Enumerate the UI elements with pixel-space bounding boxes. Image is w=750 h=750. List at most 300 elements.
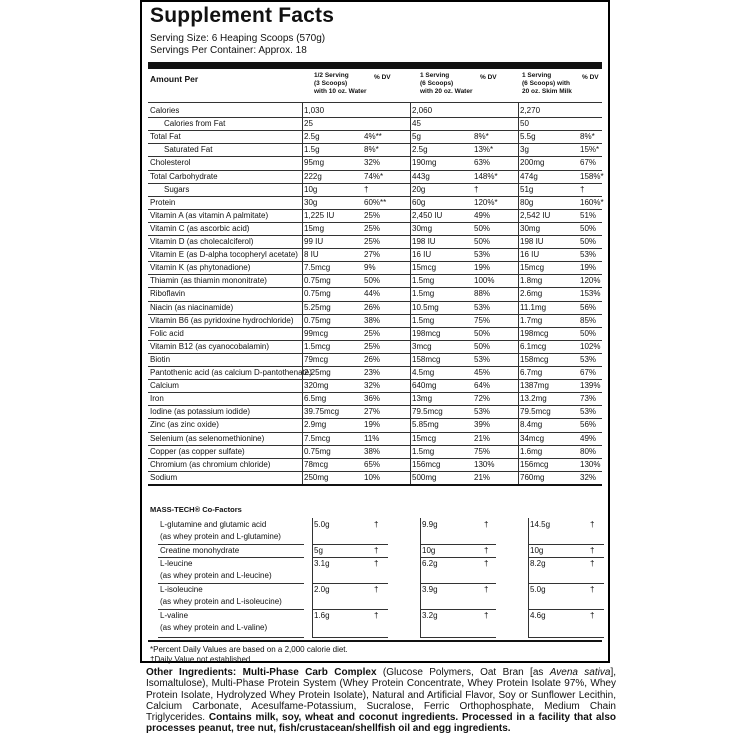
amount-value: 443g	[412, 171, 430, 181]
dv-value: 50%	[474, 341, 491, 351]
section-rule	[148, 484, 602, 486]
cofactor-rule	[158, 557, 304, 558]
cofactor-name: L-glutamine and glutamic acid	[160, 520, 267, 529]
amount-value: 158mcg	[412, 354, 441, 364]
amount-value: 78mcg	[304, 459, 329, 469]
dv-value: 50%	[580, 328, 597, 338]
nutrient-name: Total Carbohydrate	[150, 171, 218, 181]
cofactor-rule	[528, 583, 604, 584]
dv-value: 26%	[364, 302, 381, 312]
amount-value: 198mcg	[520, 328, 549, 338]
amount-value: 8.2g	[530, 559, 546, 568]
amount-value: 1,225 IU	[304, 210, 335, 220]
row-rule	[148, 130, 602, 131]
nutrient-name: Saturated Fat	[164, 145, 213, 155]
amount-value: 2.0g	[314, 585, 330, 594]
column-header	[420, 72, 473, 96]
amount-value: 79.5mcg	[520, 407, 551, 417]
dv-value: 75%	[474, 446, 491, 456]
row-rule	[148, 183, 602, 184]
supplement-facts-panel	[140, 0, 610, 663]
dv-value: 80%	[580, 446, 597, 456]
nutrient-name: Sugars	[164, 184, 190, 194]
dv-value: †	[374, 611, 379, 620]
nutrient-name: Calcium	[150, 381, 179, 391]
amount-value: 1.5mg	[412, 289, 435, 299]
cofactor-column-rule	[420, 518, 421, 637]
amount-value: 16 IU	[412, 250, 432, 260]
amount-value: 39.75mcg	[304, 407, 340, 417]
amount-value: 3g	[520, 145, 529, 155]
amount-value: 6.5mg	[304, 394, 327, 404]
nutrient-name: Folic acid	[150, 328, 184, 338]
dv-value: 9%	[364, 263, 376, 273]
nutrient-name: Selenium (as selenomethionine)	[150, 433, 265, 443]
dv-value: †	[484, 585, 489, 594]
column-header-line: (6 Scoops) with	[522, 80, 571, 87]
row-rule	[148, 235, 602, 236]
amount-value: 640mg	[412, 381, 437, 391]
row-rule	[148, 392, 602, 393]
amount-value: 0.75mg	[304, 289, 331, 299]
dv-value: 50%	[580, 223, 597, 233]
dv-value: 56%	[580, 302, 597, 312]
cofactor-rule	[312, 544, 388, 545]
dv-value: 15%*	[580, 145, 600, 155]
row-rule	[148, 301, 602, 302]
cofactor-rule	[158, 637, 304, 638]
amount-value: 30g	[304, 197, 318, 207]
servings-per-container: Servings Per Container: Approx. 18	[150, 45, 307, 56]
column-header-line: 1/2 Serving	[314, 72, 349, 79]
nutrient-name: Vitamin B12 (as cyanocobalamin)	[150, 341, 270, 351]
amount-value: 474g	[520, 171, 538, 181]
cofactor-name: L-isoleucine	[160, 585, 203, 594]
row-rule	[148, 261, 602, 262]
other-ingredients	[146, 667, 616, 735]
dv-value: 45%	[474, 368, 491, 377]
amount-value: 0.75mg	[304, 315, 331, 325]
dv-value: 25%	[364, 210, 381, 220]
amount-value: 15mcg	[412, 433, 437, 443]
amount-value: 1.7mg	[520, 315, 543, 325]
amount-value: 99 IU	[304, 237, 324, 246]
dv-value: 26%	[364, 354, 381, 364]
dv-value: †	[364, 184, 369, 194]
row-rule	[148, 287, 602, 288]
amount-value: 0.75mg	[304, 446, 331, 456]
dv-value: 85%	[580, 315, 597, 325]
cofactor-rule	[528, 637, 604, 638]
nutrient-name: Cholesterol	[150, 158, 191, 168]
amount-value: 250mg	[304, 472, 329, 482]
dv-value: 10%	[364, 472, 381, 482]
nutrient-name: Total Fat	[150, 132, 181, 142]
dv-value: †	[484, 559, 489, 568]
dv-value: 8%*	[474, 132, 489, 142]
dv-value: 50%	[474, 237, 491, 246]
amount-value: 10g	[304, 184, 318, 194]
dv-value: 67%	[580, 158, 597, 168]
row-rule	[148, 117, 602, 118]
amount-value: 5.85mg	[412, 420, 439, 430]
column-header-line: with 20 oz. Water	[420, 88, 473, 95]
cofactors-title: MASS-TECH® Co-Factors	[150, 505, 242, 514]
dv-value: 72%	[474, 394, 491, 404]
amount-value: 8 IU	[304, 250, 319, 260]
amount-value: 30mg	[412, 223, 433, 233]
dv-value: 21%	[474, 472, 491, 482]
cofactor-source: (as whey protein and L-isoleucine)	[160, 597, 282, 606]
dv-value: 23%	[364, 368, 381, 377]
amount-value: 1,030	[304, 106, 325, 115]
nutrient-name: Vitamin K (as phytonadione)	[150, 263, 251, 273]
amount-value: 79mcg	[304, 354, 329, 364]
thick-divider	[148, 62, 602, 69]
dv-value: 50%	[580, 237, 597, 246]
amount-value: 1.6g	[314, 611, 330, 620]
cofactor-rule	[312, 557, 388, 558]
dv-value: 38%	[364, 315, 381, 325]
amount-value: 1.5mg	[412, 276, 435, 286]
amount-value: 2,060	[412, 106, 433, 115]
row-rule	[148, 156, 602, 157]
column-rule	[518, 102, 519, 484]
amount-value: 9.9g	[422, 520, 438, 529]
amount-value: 3.2g	[422, 611, 438, 620]
column-header-line: 20 oz. Skim Milk	[522, 88, 572, 95]
row-rule	[148, 274, 602, 275]
amount-value: 760mg	[520, 472, 545, 482]
column-header-line: (3 Scoops)	[314, 80, 348, 87]
amount-value: 3.1g	[314, 559, 330, 568]
dv-value: 21%	[474, 433, 491, 443]
cofactor-name: L-valine	[160, 611, 189, 620]
amount-value: 99mcg	[304, 328, 329, 338]
row-rule	[148, 405, 602, 406]
cofactor-rule	[420, 557, 496, 558]
other-ingredients-label: Other Ingredients:	[146, 667, 237, 678]
amount-value: 156mcg	[412, 459, 441, 469]
row-rule	[148, 196, 602, 197]
cofactor-rule	[158, 609, 304, 610]
dv-value: 32%	[580, 472, 597, 482]
amount-value: 320mg	[304, 381, 329, 391]
amount-value: 2.5g	[412, 145, 428, 155]
amount-value: 1.5g	[304, 145, 320, 155]
column-rule	[302, 102, 303, 484]
amount-value: 4.6g	[530, 611, 546, 620]
amount-value: 190mg	[412, 158, 437, 168]
nutrient-name: Vitamin A (as vitamin A palmitate)	[150, 210, 269, 220]
panel-title: Supplement Facts	[150, 4, 335, 27]
amount-value: 2,450 IU	[412, 210, 443, 220]
nutrient-name: Iodine (as potassium iodide)	[150, 407, 251, 417]
amount-value: 198 IU	[520, 237, 544, 246]
column-header-line: (6 Scoops)	[420, 80, 454, 87]
dv-value: 4%**	[364, 132, 382, 142]
nutrient-name: Vitamin E (as D-alpha tocopheryl acetate)	[150, 250, 298, 260]
dv-value: 56%	[580, 420, 597, 430]
cofactor-rule	[528, 557, 604, 558]
dv-value: 49%	[580, 433, 597, 443]
dv-value: 120%	[580, 276, 601, 286]
serving-size: Serving Size: 6 Heaping Scoops (570g)	[150, 33, 326, 44]
dv-value: 50%	[474, 328, 491, 338]
amount-value: 5.0g	[530, 585, 546, 594]
dv-value: †	[590, 559, 595, 568]
cofactor-name: L-leucine	[160, 559, 193, 568]
dv-value: 8%*	[580, 132, 595, 142]
amount-value: 10g	[530, 546, 544, 555]
dv-value: 130%	[474, 459, 495, 469]
cofactor-source: (as whey protein and L-glutamine)	[160, 532, 281, 541]
cofactor-name: Creatine monohydrate	[160, 546, 240, 555]
column-header	[314, 72, 367, 96]
amount-value: 1.8mg	[520, 276, 543, 286]
dv-value: 51%	[580, 210, 597, 220]
nutrient-name: Niacin (as niacinamide)	[150, 302, 234, 312]
ingredients-text-1: (Glucose Polymers, Oat Bran [as	[376, 667, 550, 678]
amount-value: 158mcg	[520, 354, 549, 364]
row-rule	[148, 379, 602, 380]
amount-value: 2.6mg	[520, 289, 543, 299]
dv-value: 25%	[364, 328, 381, 338]
row-rule	[148, 366, 602, 367]
dv-value: 25%	[364, 341, 381, 351]
amount-value: 15mg	[304, 223, 325, 233]
nutrient-name: Zinc (as zinc oxide)	[150, 420, 219, 430]
dv-value: 32%	[364, 158, 381, 168]
dv-value: 50%	[474, 223, 491, 233]
dv-value: 8%*	[364, 145, 379, 155]
amount-per-header: Amount Per	[150, 74, 199, 84]
column-header-line: 1 Serving	[522, 72, 552, 79]
row-rule	[148, 418, 602, 419]
amount-value: 60g	[412, 197, 426, 207]
cofactor-rule	[420, 637, 496, 638]
amount-value: 13mg	[412, 394, 433, 404]
dv-value: 19%	[474, 263, 491, 273]
cofactor-column-rule	[528, 518, 529, 637]
amount-value: 50	[520, 119, 529, 129]
cofactor-rule	[158, 583, 304, 584]
dv-value: 63%	[474, 158, 491, 168]
dv-value: 36%	[364, 394, 381, 404]
dv-value: 49%	[474, 210, 491, 220]
dv-value: 27%	[364, 250, 381, 260]
dv-value: 53%	[474, 354, 491, 364]
row-rule	[148, 458, 602, 459]
amount-value: 2,542 IU	[520, 210, 551, 220]
amount-value: 79.5mcg	[412, 407, 443, 417]
amount-value: 1.5mg	[412, 446, 435, 456]
dv-value: 139%	[580, 381, 601, 391]
amount-value: 2.9mg	[304, 420, 327, 430]
dv-header: % DV	[374, 74, 391, 81]
cofactor-rule	[420, 544, 496, 545]
amount-value: 16 IU	[520, 250, 540, 260]
dv-value: 74%*	[364, 171, 384, 181]
amount-value: 198mcg	[412, 328, 441, 338]
ingredients-text-2: ], Isomaltulose), Multi-Phase Protein System (Whey Protein Concentrate, Whey Protein Isolate 97%, Whey Protein Isolate, Hydrolyzed Whey Protein Isolate), Natural and Artificial Flavor, Soy or Sunflower Lecithin, Calcium Carbonate, Acesulfame-Potassium, Sucralose, Ferric Orthophosphate, Medium Chain Triglycerides.	[146, 667, 616, 724]
nutrient-name: Calories	[150, 106, 180, 115]
amount-value: 1.5mcg	[304, 341, 331, 351]
amount-value: 198 IU	[412, 237, 436, 246]
amount-value: 2.5g	[304, 132, 320, 142]
dv-value: 13%*	[474, 145, 494, 155]
dv-value: 38%	[364, 446, 381, 456]
amount-value: 5.0g	[314, 520, 330, 529]
dv-value: 88%	[474, 289, 491, 299]
amount-value: 8.4mg	[520, 420, 543, 430]
amount-value: 6.2g	[422, 559, 438, 568]
dv-value: †	[590, 546, 595, 555]
nutrient-name: Vitamin D (as cholecalciferol)	[150, 237, 254, 246]
amount-value: 11.1mg	[520, 302, 547, 312]
footnote-dv: *Percent Daily Values are based on a 2,000 calorie diet.	[150, 645, 348, 654]
dv-value: 73%	[580, 394, 597, 404]
amount-value: 13.2mg	[520, 394, 547, 404]
dv-value: †	[374, 585, 379, 594]
amount-value: 156mcg	[520, 459, 549, 469]
amount-value: 14.5g	[530, 520, 551, 529]
nutrient-name: Calories from Fat	[164, 119, 226, 129]
dv-value: †	[590, 520, 595, 529]
dv-value: 44%	[364, 289, 381, 299]
column-header	[522, 72, 572, 96]
column-header-line: with 10 oz. Water	[314, 88, 367, 95]
dv-value: 53%	[580, 250, 597, 260]
dv-value: †	[484, 611, 489, 620]
dv-value: 102%	[580, 341, 601, 351]
row-rule	[148, 445, 602, 446]
dv-value: 39%	[474, 420, 491, 430]
dv-value: 60%**	[364, 197, 387, 207]
amount-value: 5g	[412, 132, 421, 142]
carb-complex-label: Multi-Phase Carb Complex	[242, 667, 377, 678]
amount-value: 5.5g	[520, 132, 536, 142]
header-rule	[148, 102, 602, 103]
cofactor-rule	[420, 609, 496, 610]
amount-value: 2.25mg	[304, 368, 331, 377]
amount-value: 222g	[304, 171, 322, 181]
row-rule	[148, 353, 602, 354]
dv-value: 25%	[364, 223, 381, 233]
amount-value: 5.25mg	[304, 302, 331, 312]
nutrient-name: Biotin	[150, 354, 171, 364]
dv-value: 25%	[364, 237, 381, 246]
amount-value: 25	[304, 119, 313, 129]
column-header-line: 1 Serving	[420, 72, 450, 79]
amount-value: 1387mg	[520, 381, 549, 391]
amount-value: 7.5mcg	[304, 263, 331, 273]
dv-value: †	[484, 520, 489, 529]
dv-value: 75%	[474, 315, 491, 325]
dv-value: †	[484, 546, 489, 555]
nutrient-name: Thiamin (as thiamin mononitrate)	[150, 276, 267, 286]
amount-value: 6.7mg	[520, 368, 543, 377]
dv-value: 158%*	[580, 171, 604, 181]
nutrient-name: Sodium	[150, 472, 178, 482]
dv-value: 148%*	[474, 171, 498, 181]
dv-value: 53%	[580, 407, 597, 417]
footnote-rule	[148, 640, 602, 642]
nutrient-name: Vitamin C (as ascorbic acid)	[150, 223, 250, 233]
allergen-statement: Contains milk, soy, wheat and coconut ingredients. Processed in a facility that also processes peanut, tree nut, fish/crustacean/shellfish oil and egg ingredients.	[146, 712, 616, 735]
column-rule	[410, 102, 411, 484]
amount-value: 2,270	[520, 106, 541, 115]
row-rule	[148, 471, 602, 472]
dv-value: 100%	[474, 276, 495, 286]
dv-value: 11%	[364, 433, 380, 443]
row-rule	[148, 209, 602, 210]
row-rule	[148, 327, 602, 328]
dv-value: 27%	[364, 407, 381, 417]
row-rule	[148, 340, 602, 341]
cofactor-rule	[528, 609, 604, 610]
nutrient-name: Copper (as copper sulfate)	[150, 446, 245, 456]
dv-value: †	[580, 184, 585, 194]
dv-header: % DV	[480, 74, 497, 81]
amount-value: 51g	[520, 184, 534, 194]
dv-value: 32%	[364, 381, 381, 391]
dv-value: 160%*	[580, 197, 604, 207]
amount-value: 0.75mg	[304, 276, 331, 286]
amount-value: 45	[412, 119, 421, 129]
nutrient-name: Riboflavin	[150, 289, 186, 299]
amount-value: 5g	[314, 546, 323, 555]
cofactor-source: (as whey protein and L-valine)	[160, 623, 268, 632]
nutrient-name: Pantothenic acid (as calcium D-pantothenate)	[150, 368, 312, 377]
cofactor-rule	[420, 583, 496, 584]
amount-value: 20g	[412, 184, 426, 194]
amount-value: 1.5mg	[412, 315, 435, 325]
dv-value: 130%	[580, 459, 601, 469]
dv-value: 53%	[474, 302, 491, 312]
dv-value: †	[590, 611, 595, 620]
cofactor-source: (as whey protein and L-leucine)	[160, 571, 272, 580]
dv-value: 19%	[580, 263, 597, 273]
amount-value: 10g	[422, 546, 436, 555]
amount-value: 500mg	[412, 472, 437, 482]
row-rule	[148, 143, 602, 144]
dv-value: 53%	[580, 354, 597, 364]
dv-value: 67%	[580, 368, 597, 377]
dv-value: †	[590, 585, 595, 594]
amount-value: 4.5mg	[412, 368, 435, 377]
amount-value: 80g	[520, 197, 534, 207]
footnote-dagger: †Daily Value not established.	[150, 655, 253, 664]
amount-value: 7.5mcg	[304, 433, 331, 443]
dv-value: 120%*	[474, 197, 498, 207]
dv-value: 19%	[364, 420, 381, 430]
nutrient-name: Iron	[150, 394, 164, 404]
amount-value: 10.5mg	[412, 302, 439, 312]
amount-value: 15mcg	[520, 263, 545, 273]
nutrient-name: Vitamin B6 (as pyridoxine hydrochloride)	[150, 315, 294, 325]
dv-value: 65%	[364, 459, 381, 469]
nutrient-name: Protein	[150, 197, 176, 207]
dv-value: †	[374, 559, 379, 568]
amount-value: 34mcg	[520, 433, 545, 443]
dv-header: % DV	[582, 74, 599, 81]
cofactor-rule	[312, 609, 388, 610]
row-rule	[148, 432, 602, 433]
nutrient-name: Chromium (as chromium chloride)	[150, 459, 271, 469]
dv-value: 64%	[474, 381, 491, 391]
amount-value: 3.9g	[422, 585, 438, 594]
